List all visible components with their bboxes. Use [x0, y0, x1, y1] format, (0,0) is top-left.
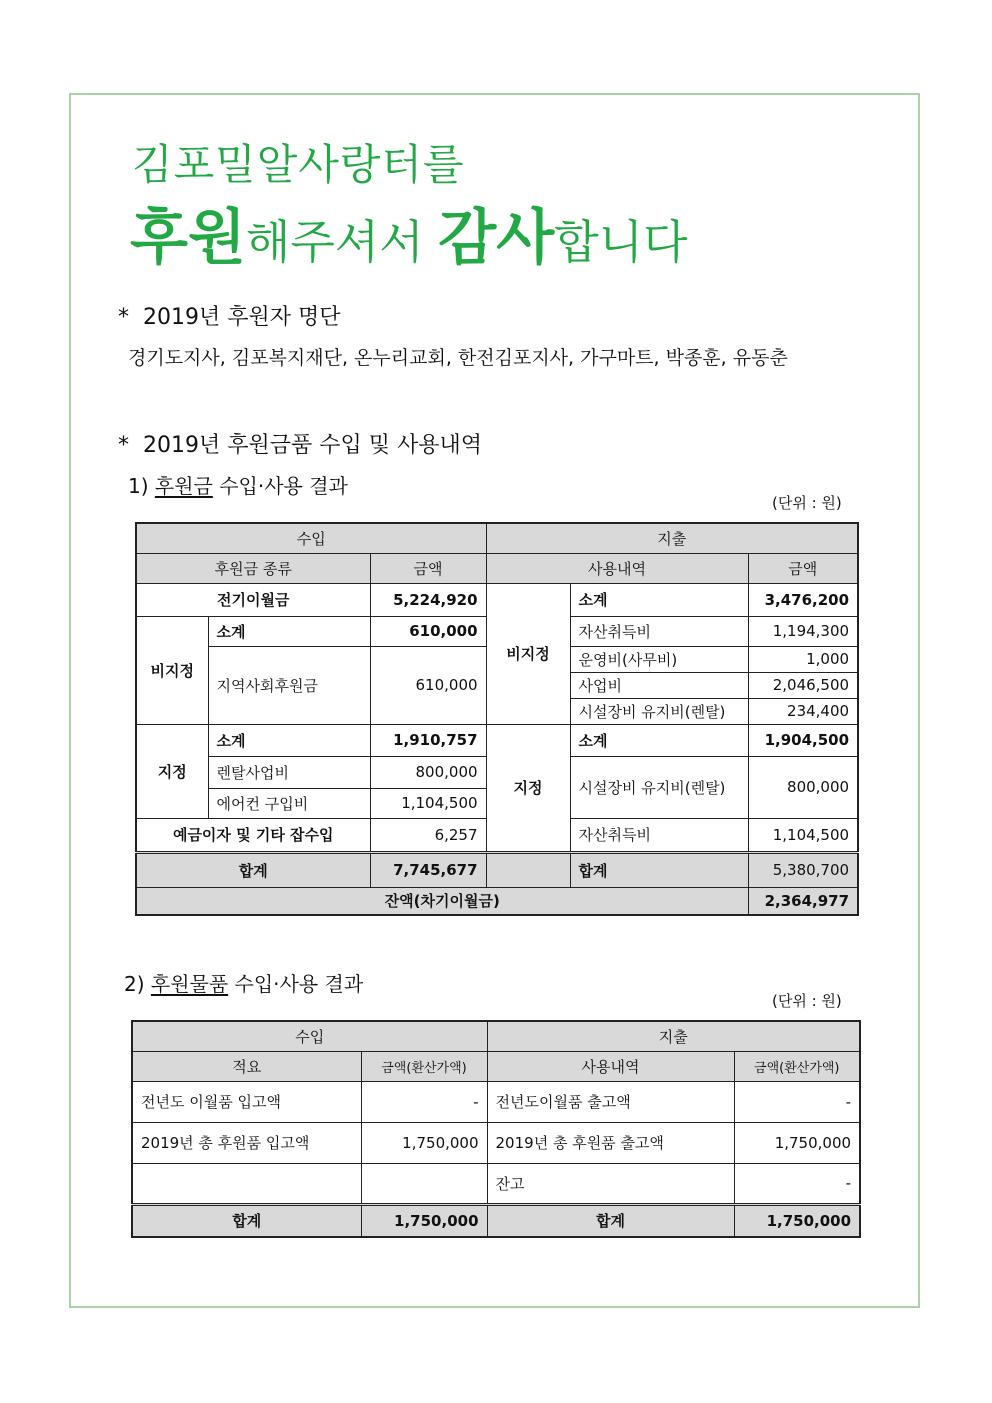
table-row — [136, 523, 858, 553]
table1-title-rest: 수입·사용 결과 — [212, 474, 348, 498]
usage-amount: 1,750,000 — [734, 1122, 860, 1163]
bullet-star: * — [118, 305, 129, 330]
table-row — [136, 724, 858, 756]
expense-header: 지출 — [486, 523, 858, 553]
col-amount-2: 금액 — [748, 553, 858, 583]
col-amount: 금액 — [370, 553, 486, 583]
total-expense-label: 합계 — [570, 852, 748, 887]
income-amount — [361, 1163, 487, 1204]
income-amount: - — [361, 1081, 487, 1122]
income-item-label: 에어컨 구입비 — [208, 788, 370, 818]
balance-value: 2,364,977 — [748, 887, 858, 915]
income-header: 수입 — [136, 523, 486, 553]
donor-list: 경기도지사, 김포복지재단, 온누리교회, 한전김포지사, 가구마트, 박종훈, 유동춘 — [128, 347, 788, 369]
title-word-thanks-for: 해주셔서 — [245, 215, 439, 269]
expense-item-value: 2,046,500 — [748, 672, 858, 698]
income-d-subtotal-label: 소계 — [208, 724, 370, 756]
expense-item-value: 800,000 — [748, 756, 858, 818]
table2-title-underlined: 후원물품 — [150, 972, 229, 996]
income-nondesignated-label: 비지정 — [136, 616, 208, 724]
title-word-gratitude: 감사 — [438, 203, 555, 273]
table-row — [132, 1122, 860, 1163]
col-usage: 사용내역 — [487, 1051, 734, 1081]
table-row — [136, 887, 858, 915]
income-item-value: 1,104,500 — [370, 788, 486, 818]
donation-goods-table — [131, 1020, 861, 1238]
title-line-1: 김포밀알사랑터를 — [132, 140, 465, 189]
col-type: 후원금 종류 — [136, 553, 370, 583]
expense-d-subtotal-label: 소계 — [570, 724, 748, 756]
carry-in-value: 5,224,920 — [370, 583, 486, 616]
table-row — [132, 1163, 860, 1204]
total-expense-value: 1,750,000 — [734, 1204, 860, 1237]
income-nd-subtotal-value: 610,000 — [370, 616, 486, 646]
income-d-subtotal-value: 1,910,757 — [370, 724, 486, 756]
income-desc: 전년도 이월품 입고액 — [132, 1081, 361, 1122]
col-amount: 금액(환산가액) — [361, 1051, 487, 1081]
expense-item-label: 사업비 — [570, 672, 748, 698]
expense-item-value: 1,104,500 — [748, 818, 858, 852]
income-nd-subtotal-label: 소계 — [208, 616, 370, 646]
usage-desc: 잔고 — [487, 1163, 734, 1204]
total-expense-label: 합계 — [487, 1204, 734, 1237]
expense-item-label: 시설장비 유지비(렌탈) — [570, 756, 748, 818]
donation-money-table — [135, 522, 859, 916]
expense-item-label: 시설장비 유지비(렌탈) — [570, 698, 748, 724]
funds-heading — [118, 428, 482, 459]
expense-item-label: 자산취득비 — [570, 818, 748, 852]
title-line-2 — [130, 190, 688, 276]
table2-title — [124, 968, 363, 997]
table1-number: 1) — [128, 474, 149, 498]
usage-desc: 2019년 총 후원품 출고액 — [487, 1122, 734, 1163]
balance-label: 잔액(차기이월금) — [136, 887, 748, 915]
table1-title-underlined: 후원금 — [154, 474, 213, 498]
carry-in-label: 전기이월금 — [136, 583, 370, 616]
total-income-label: 합계 — [136, 852, 370, 887]
donors-heading — [118, 300, 341, 331]
title-word-end: 합니다 — [554, 215, 688, 269]
table2-title-rest: 수입·사용 결과 — [228, 972, 364, 996]
usage-amount: - — [734, 1163, 860, 1204]
expense-nondesignated-label: 비지정 — [486, 583, 570, 724]
table1-unit: (단위 : 원) — [772, 494, 842, 512]
interest-value: 6,257 — [370, 818, 486, 852]
expense-nd-subtotal-label: 소계 — [570, 583, 748, 616]
expense-item-value: 1,000 — [748, 646, 858, 672]
funds-heading-text: 2019년 후원금품 수입 및 사용내역 — [143, 433, 482, 458]
usage-amount: - — [734, 1081, 860, 1122]
income-header: 수입 — [132, 1021, 487, 1051]
interest-label: 예금이자 및 기타 잡수입 — [136, 818, 370, 852]
expense-header: 지출 — [487, 1021, 860, 1051]
income-desc — [132, 1163, 361, 1204]
total-income-label: 합계 — [132, 1204, 361, 1237]
table-row — [132, 1021, 860, 1051]
table-row — [132, 1204, 860, 1237]
total-income-value: 7,745,677 — [370, 852, 486, 887]
table2-unit: (단위 : 원) — [772, 992, 842, 1010]
income-item-value: 800,000 — [370, 756, 486, 788]
table-row — [136, 553, 858, 583]
table1-title — [128, 470, 348, 499]
expense-d-subtotal-value: 1,904,500 — [748, 724, 858, 756]
table-row — [132, 1081, 860, 1122]
total-expense-value: 5,380,700 — [748, 852, 858, 887]
income-item-label: 지역사회후원금 — [208, 646, 370, 724]
total-spacer — [486, 852, 570, 887]
expense-nd-subtotal-value: 3,476,200 — [748, 583, 858, 616]
income-desc: 2019년 총 후원품 입고액 — [132, 1122, 361, 1163]
title-word-support: 후원 — [130, 203, 246, 273]
donors-heading-text: 2019년 후원자 명단 — [143, 305, 341, 330]
expense-designated-label: 지정 — [486, 724, 570, 852]
table2-number: 2) — [124, 972, 145, 996]
table-row — [136, 852, 858, 887]
total-income-value: 1,750,000 — [361, 1204, 487, 1237]
col-usage: 사용내역 — [486, 553, 748, 583]
table-row — [136, 583, 858, 616]
col-desc: 적요 — [132, 1051, 361, 1081]
expense-item-value: 234,400 — [748, 698, 858, 724]
col-amount-2: 금액(환산가액) — [734, 1051, 860, 1081]
table-row — [132, 1051, 860, 1081]
income-designated-label: 지정 — [136, 724, 208, 818]
usage-desc: 전년도이월품 출고액 — [487, 1081, 734, 1122]
income-item-value: 610,000 — [370, 646, 486, 724]
income-amount: 1,750,000 — [361, 1122, 487, 1163]
expense-item-label: 운영비(사무비) — [570, 646, 748, 672]
income-item-label: 렌탈사업비 — [208, 756, 370, 788]
expense-item-value: 1,194,300 — [748, 616, 858, 646]
bullet-star: * — [118, 433, 129, 458]
expense-item-label: 자산취득비 — [570, 616, 748, 646]
